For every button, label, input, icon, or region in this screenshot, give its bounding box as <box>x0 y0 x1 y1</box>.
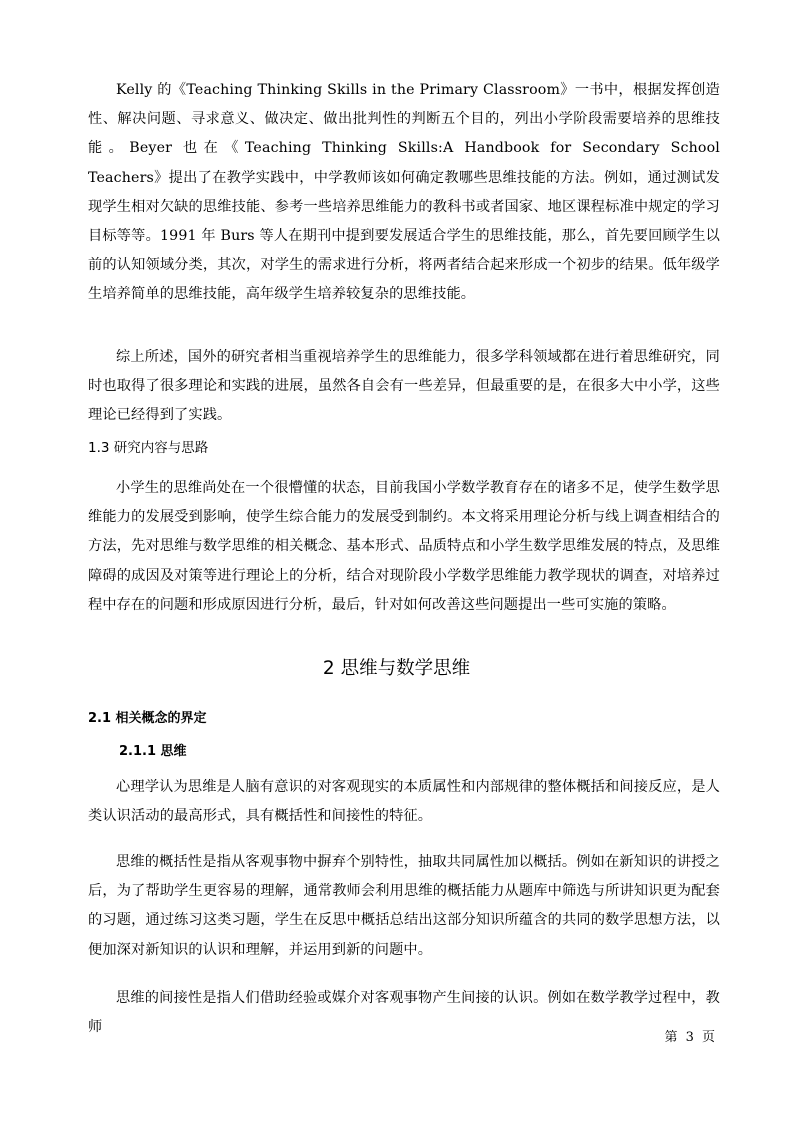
paragraph-summary: 综上所述，国外的研究者相当重视培养学生的思维能力，很多学科领域都在进行着思维研究，同时也取得了很多理论和实践的进展，虽然各自会有一些差异，但最重要的是，在很多大中小学，这些理论已经得到了实践。 <box>88 349 720 424</box>
paragraph-indirectness: 思维的间接性是指人们借助经验或媒介对客观事物产生间接的认识。例如在数学教学过程中，教师 <box>88 990 720 1036</box>
paragraph-thinking-definition: 心理学认为思维是人脑有意识的对客观现实的本质属性和内部规律的整体概括和间接反应，是人类认识活动的最高形式，具有概括性和间接性的特征。 <box>88 779 720 825</box>
chapter-heading-2: 2 思维与数学思维 <box>322 658 471 679</box>
page-number: 第 3 页 <box>664 1030 717 1045</box>
paragraph-generality: 思维的概括性是指从客观事物中摒弃个别特性，抽取共同属性加以概括。例如在新知识的讲授之后，为了帮助学生更容易的理解，通常教师会利用思维的概括能力从题库中筛选与所讲知识更为配套的习题，通过练习这类习题，学生在反思中概括总结出这部分知识所蕴含的共同的数学思想方法，以便加深对新知识的认识和理解，并运用到新的问题中。 <box>88 854 720 958</box>
section-heading-1-3: 1.3 研究内容与思路 <box>88 440 209 456</box>
paragraph-kelly-beyer: Kelly 的《Teaching Thinking Skills in the Primary Classroom》一书中，根据发挥创造性、解决问题、寻求意义、做决定、做出批判性的判断五个目的，列出小学阶段需要培养的思维技能。Beyer 也在《Teaching Thinking Skills:A Handbook for Secondary School Teachers》提出了在教学实践中，中学教师该如何确定教哪些思维技能的方法。例如，通过测试发现学生相对欠缺的思维技能、参考一些培养思维能力的教科书或者国家、地区课程标准中规定的学习目标等等。1991 年 Burs 等人在期刊中提到要发展适合学生的思维技能，那么，首先要回顾学生以前的认知领域分类，其次，对学生的需求进行分析，将两者结合起来形成一个初步的结果。低年级学生培养简单的思维技能，高年级学生培养较复杂的思维技能。 <box>88 82 720 303</box>
section-heading-2-1: 2.1 相关概念的界定 <box>88 711 207 726</box>
paragraph-research-content: 小学生的思维尚处在一个很懵懂的状态，目前我国小学数学教育存在的诸多不足，使学生数学思维能力的发展受到影响，使学生综合能力的发展受到制约。本文将采用理论分析与线上调查相结合的方法，先对思维与数学思维的相关概念、基本形式、品质特点和小学生数学思维发展的特点，及思维障碍的成因及对策等进行理论上的分析，结合对现阶段小学数学思维能力教学现状的调查，对培养过程中存在的问题和形成原因进行分析，最后，针对如何改善这些问题提出一些可实施的策略。 <box>88 480 720 613</box>
section-heading-2-1-1: 2.1.1 思维 <box>119 744 187 759</box>
